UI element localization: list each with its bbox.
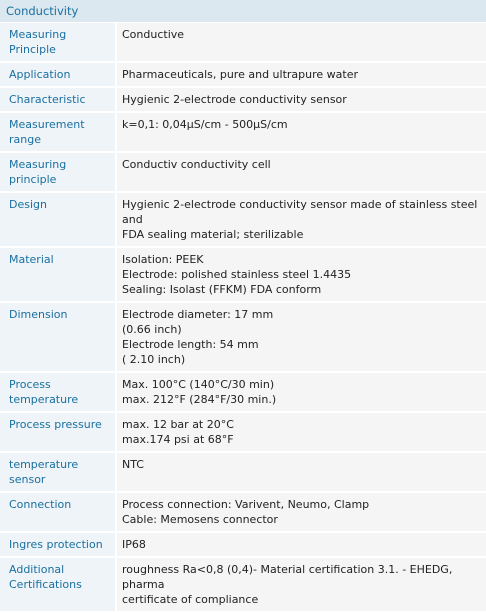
spec-value-line: Sealing: Isolast (FFKM) FDA conform	[122, 283, 322, 296]
spec-label-line: Ingres protection	[9, 538, 103, 551]
spec-value-line: Process connection: Varivent, Neumo, Clamp	[122, 498, 370, 511]
spec-label-line: Certifications	[9, 578, 82, 591]
spec-label	[0, 193, 117, 248]
spec-label	[0, 533, 117, 558]
spec-value	[117, 453, 486, 493]
spec-label-line: Application	[9, 68, 71, 81]
spec-value-line: Pharmaceuticals, pure and ultrapure water	[122, 68, 358, 81]
section-title: Conductivity	[0, 0, 486, 23]
spec-label-line: Material	[9, 253, 54, 266]
spec-value	[117, 193, 486, 248]
spec-row	[0, 373, 486, 413]
spec-value-line: IP68	[122, 538, 146, 551]
spec-value-line: FDA sealing material; sterilizable	[122, 228, 304, 241]
spec-label	[0, 373, 117, 413]
spec-row	[0, 558, 486, 613]
spec-value	[117, 493, 486, 533]
spec-value-line: Electrode: polished stainless steel 1.4435	[122, 268, 352, 281]
spec-value	[117, 113, 486, 153]
spec-label-line: temperature	[9, 393, 79, 406]
spec-value-line: roughness Ra<0,8 (0,4)- Material certification 3.1. - EHEDG, pharma	[122, 563, 456, 591]
spec-value	[117, 413, 486, 453]
spec-label-line: Design	[9, 198, 47, 211]
spec-value-line: Hygienic 2-electrode conductivity sensor	[122, 93, 347, 106]
spec-value-line: Max. 100°C (140°C/30 min)	[122, 378, 275, 391]
spec-value	[117, 533, 486, 558]
spec-row	[0, 88, 486, 113]
spec-label	[0, 23, 117, 63]
spec-label	[0, 493, 117, 533]
spec-label-line: Characteristic	[9, 93, 86, 106]
spec-label	[0, 63, 117, 88]
spec-row	[0, 23, 486, 63]
spec-label-line: Measuring principle	[9, 158, 70, 186]
spec-value	[117, 558, 486, 613]
spec-value	[117, 153, 486, 193]
spec-value-line: Conductive	[122, 28, 185, 41]
spec-value	[117, 373, 486, 413]
spec-row	[0, 453, 486, 493]
spec-row	[0, 493, 486, 533]
spec-label-line: Connection	[9, 498, 72, 511]
spec-label	[0, 303, 117, 373]
section-header-row	[0, 0, 486, 23]
spec-value-line: Isolation: PEEK	[122, 253, 204, 266]
spec-row	[0, 63, 486, 88]
spec-value-line: Electrode diameter: 17 mm	[122, 308, 274, 321]
spec-label	[0, 453, 117, 493]
spec-row	[0, 193, 486, 248]
spec-value	[117, 23, 486, 63]
spec-row	[0, 533, 486, 558]
spec-value	[117, 63, 486, 88]
spec-value-line: certificate of compliance	[122, 593, 259, 606]
spec-row	[0, 303, 486, 373]
spec-label	[0, 248, 117, 303]
spec-value-line: max. 12 bar at 20°C	[122, 418, 234, 431]
spec-row	[0, 153, 486, 193]
spec-row	[0, 113, 486, 153]
spec-value-line: (0.66 inch)	[122, 323, 182, 336]
spec-value-line: Electrode length: 54 mm	[122, 338, 259, 351]
spec-label	[0, 153, 117, 193]
spec-label	[0, 113, 117, 153]
spec-label-line: Dimension	[9, 308, 68, 321]
spec-label	[0, 413, 117, 453]
spec-value-line: max.174 psi at 68°F	[122, 433, 234, 446]
spec-label-line: Process	[9, 378, 51, 391]
spec-value-line: Cable: Memosens connector	[122, 513, 278, 526]
spec-value-line: NTC	[122, 458, 144, 471]
spec-label	[0, 88, 117, 113]
spec-value	[117, 303, 486, 373]
spec-label-line: Measuring Principle	[9, 28, 70, 56]
spec-label-line: Process pressure	[9, 418, 102, 431]
spec-label-line: temperature sensor	[9, 458, 82, 486]
spec-row	[0, 248, 486, 303]
spec-value	[117, 88, 486, 113]
spec-label-line: Additional	[9, 563, 65, 576]
spec-value-line: ( 2.10 inch)	[122, 353, 186, 366]
spec-label-line: Measurement range	[9, 118, 89, 146]
spec-value-line: max. 212°F (284°F/30 min.)	[122, 393, 277, 406]
spec-value-line: Conductiv conductivity cell	[122, 158, 271, 171]
spec-label	[0, 558, 117, 613]
spec-row	[0, 413, 486, 453]
spec-value-line: k=0,1: 0,04µS/cm - 500µS/cm	[122, 118, 288, 131]
spec-value	[117, 248, 486, 303]
spec-value-line: Hygienic 2-electrode conductivity sensor made of stainless steel and	[122, 198, 481, 226]
